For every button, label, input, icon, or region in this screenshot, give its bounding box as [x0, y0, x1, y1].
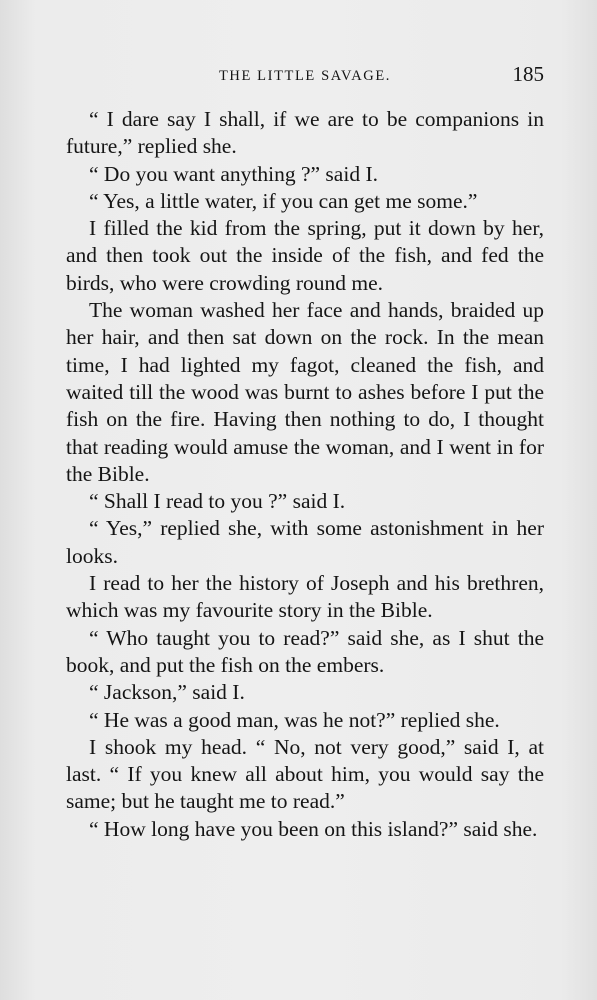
paragraph: The woman washed her face and hands, braided up her hair, and then sat down on the rock. In the mean time, I had lighted my fagot, cleaned the fish, and waited till the wood was burnt to ashes before I put the fish on the fire. Having then nothing to do, I thought that reading would amuse the woman, and I went in for the Bible.	[66, 298, 544, 486]
running-header	[66, 62, 544, 90]
paragraph: “ I dare say I shall, if we are to be companions in future,” replied she.	[66, 107, 544, 159]
paragraph: “ He was a good man, was he not?” replied she.	[89, 707, 500, 732]
paragraph: “ Jackson,” said I.	[89, 680, 245, 705]
paragraph: “ Shall I read to you ?” said I.	[89, 489, 346, 514]
paragraph: “ Yes, a little water, if you can get me some.”	[89, 188, 478, 213]
paragraph: I shook my head. “ No, not very good,” said I, at last. “ If you knew all about him, you would say the same; but he taught me to read.”	[66, 734, 544, 814]
paragraph: I read to her the history of Joseph and his brethren, which was my favourite story in the Bible.	[66, 571, 544, 623]
paragraph: “ Do you want anything ?” said I.	[89, 161, 378, 186]
paragraph: “ Yes,” replied she, with some astonishment in her looks.	[66, 516, 544, 568]
paragraph: “ How long have you been on this island?” said she.	[89, 816, 538, 841]
running-title: THE LITTLE SAVAGE.	[218, 68, 392, 84]
body-text	[66, 106, 544, 843]
paragraph: I filled the kid from the spring, put it down by her, and then took out the inside of the fish, and fed the birds, who were crowding round me.	[66, 216, 544, 295]
page-number: 185	[512, 62, 544, 86]
paragraph: “ Who taught you to read?” said she, as I shut the book, and put the fish on the embers.	[66, 625, 544, 677]
